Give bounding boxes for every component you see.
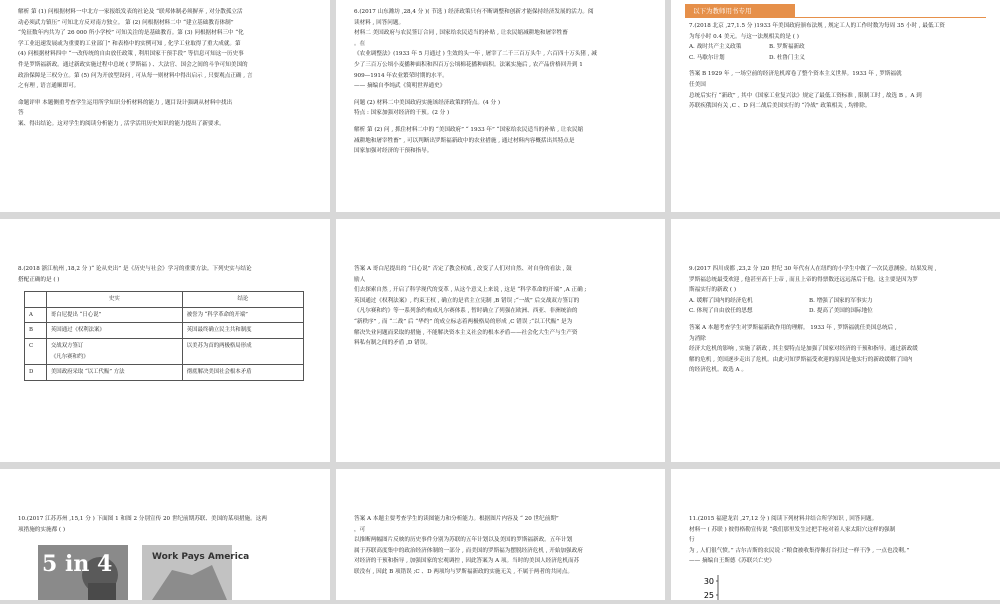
p5-answer-line: 《凡尔赛和约》等一系列条约构成凡尔赛体系 , 暂时确立了列强在欧洲、西亚、非洲统治的 xyxy=(354,308,578,315)
p5-answer-line: 英国通过《权利法案》, 约束王权 , 确立的是君主立宪制 ,B 错误 ;“一战” 后交战双方签订的 xyxy=(354,297,580,304)
p5-answer-line: 解决失业问题而采取的措施 , 不能解决资本主义社会的根本矛盾——社会化大生产与生产资 xyxy=(354,329,578,336)
table-header-cell xyxy=(25,292,47,308)
p1-analysis-line: 件是罗斯福新政。通过新政实施过程中总统 ( 罗斯福 ) 、大法官、国会之间的斗争可知美国的 xyxy=(18,61,248,68)
table-cell: D xyxy=(25,365,47,381)
p6-answer-line: 解的危机 , 美国逐步走出了危机。由此可知罗斯福受欢迎的原因是他实行的新政缓解了国内 xyxy=(689,356,913,363)
p2-material-line: —— 摘编自李纯武《简明世界通史》 xyxy=(354,83,446,90)
p8-answer-line: 属于苏联高度集中的政治经济体制的一部分 , 而美国的罗斯福为摆脱经济危机 , 开始加强政府 xyxy=(354,547,583,554)
p1-review-line: 命题评审 本题侧重考查学生运用所学知识分析材料的能力 , 题目设计强调从材料中找出 xyxy=(18,99,233,106)
page-4 xyxy=(0,219,330,462)
y-tick-label: 25 xyxy=(703,591,714,600)
p8-answer-line: 联没有 , 因此 B 项错误 ;C 、D 两项均与罗斯福新政的实施无关 , 不属于两者的共同点。 xyxy=(354,568,573,575)
p2-question-line: 问题 (2) 材料二中美国政府实施该经济政策的特点。(4 分 ) xyxy=(354,99,501,106)
table-cell: 美国政府采取 “以工代赈” 方法 xyxy=(46,365,182,381)
p3-answer-line: 答案 B 1929 年 , 一场空前的经济危机席卷了整个资本主义世界。1933 年 , 罗斯福就 xyxy=(689,71,902,78)
p6-answer-line: 为消除 xyxy=(689,335,706,342)
p6-answer-line: 答案 A 本题考查学生对罗斯福新政作用的理解。 1933 年 , 罗斯福就任美国总统后 , xyxy=(689,324,897,331)
table-row xyxy=(25,323,304,339)
p2-analysis-line: 减耕地和屠宰牲畜” , 可以判断出罗斯福新政中的农业措施 , 通过材料内容概括出其特点是 xyxy=(354,137,575,144)
american-wpa-poster xyxy=(142,545,250,600)
page-2 xyxy=(336,0,665,212)
p1-analysis-line: 解析 第 (1) 问根据材料一中北方一家报纸发表的社论及 “联邦体制必须摒弃 , 对分散孤立活 xyxy=(18,9,243,15)
table-header-cell: 结论 xyxy=(182,292,303,308)
p9-material-line: 为 , 人们很气愤。” 古尔吉斯的农民说 :“粮食被收集得像打谷打过一样干净 , 一点也没剩。” xyxy=(689,547,910,554)
p2-material-line: 《农业调整法》(1933 年 5 月通过 ) 生效的头一年 , 屠宰了二千三百万头牛 , 六百四十万头猪 , 减 xyxy=(354,51,597,58)
p8-answer-line: 对经济的干预和指导 , 加强国家的宏观调控 , 因此答案为 A 项。当时的美国人经济危机而苏 xyxy=(354,558,580,565)
p2-material-line: 。在 xyxy=(354,40,366,47)
p9-material-line: 材料一 ( 苏联 ) 彼得格勒宣传说 “我们那里发生过把手枪对着人家太阳穴这样的强制 xyxy=(689,526,896,533)
table-header-cell: 史实 xyxy=(46,292,182,308)
p3-option-line: B. 罗斯福新政 xyxy=(769,44,805,51)
poster-2-text: Work Pays America xyxy=(152,552,250,562)
p9-material-line: —— 摘编自王斯德《苏联兴亡史》 xyxy=(689,558,775,565)
table-cell: 被誉为 “科学革命的开端” xyxy=(182,307,303,323)
p6-question-line: 9.(2017 四川成都 ,23,2 分 )20 世纪 30 年代有人在纽约的小学生中做了一次民意测验。结果发现 , xyxy=(689,266,937,272)
p1-analysis-line: 学工业迅速发展或为重要的工业部门” 和表格中的实例可知 , 化学工业取得了重大成就。第 xyxy=(18,40,241,47)
p4-question-line: 搭配正确的是 ( ) xyxy=(18,276,60,283)
p6-answer-line: 经济大危机的影响 , 实施了新政 , 其主要特点是加强了国家对经济的干预和指导。通过新政缓 xyxy=(689,346,918,353)
y-tick-label: 30 xyxy=(703,577,714,586)
table-cell: A xyxy=(25,307,47,323)
soviet-five-year-plan-poster xyxy=(38,545,128,600)
question-8-table xyxy=(24,291,304,381)
table-row xyxy=(25,338,304,364)
page-3 xyxy=(671,0,1000,212)
p3-question-line: 为每小时 0.4 美元。与这一法规相关的是 ( ) xyxy=(689,33,799,40)
p3-question-line: 7.(2018 北京 ,27,1.5 分 )1933 年美国政府颁布法规 , 规定工人的工作时数为每周 35 小时 , 最低工资 xyxy=(689,23,945,29)
p3-answer-line: 任美国 xyxy=(689,81,706,88)
page-6 xyxy=(671,219,1000,462)
p2-material-line: 6.(2017 山东潍坊 ,28,4 分 )( 节选 ) 经济政策只有不断调整和创新才能保持经济发展的活力。阅 xyxy=(354,9,594,15)
p5-answer-line: “新秩序” , 而 “二战” 后 “华约” 的成立标志着两极格局的形成 ,C 错误 ;“以工代赈” 是为 xyxy=(354,318,573,325)
table-cell: 哥白尼提出 “日心说” xyxy=(46,307,182,323)
teacher-only-banner: 以下为教师用书专用 xyxy=(685,4,795,18)
p9-material-line: 行 xyxy=(689,537,695,544)
p3-option-line: A. 战时共产主义政策 xyxy=(689,44,742,51)
p7-question-line: 10.(2017 江苏苏州 ,15,1 分 ) 下面图 1 和图 2 分别宣传 20 世纪前期苏联、美国的某项措施。这两 xyxy=(18,516,267,522)
p1-analysis-line: (4) 问根据材料四中 “一改传统的自由放任政策 , 利用国家干预手段” 等信息可知这一历史事 xyxy=(18,51,244,58)
banner-divider xyxy=(685,17,986,18)
p6-option-line: D. 提高了美国的国际地位 xyxy=(809,308,873,315)
table-row xyxy=(25,365,304,381)
p8-answer-line: 以推断两幅图片反映的历史事件分别为苏联的五年计划以及美国的罗斯福新政。五年计划 xyxy=(354,537,573,544)
p6-answer-line: 的经济危机。故选 A 。 xyxy=(689,367,747,374)
material-chart xyxy=(690,575,810,600)
page-5 xyxy=(336,219,665,462)
p2-analysis-line: 解析 第 (2) 问 , 抓住材料二中的 “美国政府” “ 1933 年” “国家给农民适当的补贴 , 让农民缩 xyxy=(354,126,584,133)
p2-analysis-line: 国家加强对经济的干预和指导。 xyxy=(354,148,433,155)
p3-option-line: C. 马歇尔计划 xyxy=(689,54,725,61)
p1-review-line: 案、得出结论。这对学生的阅读分析能力 , 活学活用历史知识的能力提出了新要求。 xyxy=(18,120,225,127)
p2-material-line: 少了三百万公顷小麦播种面积和四百万公顷棉花播种面积。法案实施后 , 农产品价格回升到 1 xyxy=(354,61,583,68)
p6-option-line: C. 体现了自由放任的思想 xyxy=(689,308,753,315)
p3-answer-line: 总统后实行 “新政” , 其中《国家工业复兴法》规定了最低工资标准 , 限制工时 , 故选 B 。A 到 xyxy=(689,92,922,99)
p2-material-line: 909—1914 年农业繁荣时期的水平。 xyxy=(354,72,448,79)
p9-material-line: 11.(2015 福建龙岩 ,27,12 分 ) 阅读下列材料并结合所学知识 , 回答问题。 xyxy=(689,516,878,522)
p1-analysis-line: 政治保障是三权分立。第 (5) 问为开放型设问 , 可从每一则材料中得出启示 , 只要观点正确 , 言 xyxy=(18,72,253,79)
p2-material-line: 读材料 , 回答问题。 xyxy=(354,19,405,26)
p6-option-line: A. 缓解了国内的经济危机 xyxy=(689,297,753,304)
p1-analysis-line: 动必须武力镇压” 可知北方反对南方独立。 第 (2) 问根据材料二中 “建立基础教育体制” xyxy=(18,19,234,26)
p5-answer-line: 们去探索自然 , 开启了科学现代的变革 , 从这个意义上来说 , 这是 “科学革命的开端” ,A 正确 ; xyxy=(354,287,587,294)
p6-question-line: 斯福实行的新政 ( ) xyxy=(689,287,737,294)
table-cell: 交战双方签订 《凡尔赛和约》 xyxy=(46,338,182,364)
p4-question-line: 8.(2018 浙江杭州 ,18,2 分 )“ 论从史出” 是《历史与社会》学习的重要方法。下列史实与结论 xyxy=(18,266,252,272)
poster-1-text: 5 in 4 xyxy=(42,551,113,577)
table-cell: 英国通过《权利法案》 xyxy=(46,323,182,339)
table-row xyxy=(25,307,304,323)
p3-option-line: D. 杜鲁门主义 xyxy=(769,54,805,61)
p5-answer-line: 答案 A 哥白尼提出的 “日心说” 否定了教会权威 , 改变了人们对自然、对自身的看法 , 鼓 xyxy=(354,266,572,272)
table-cell: B xyxy=(25,323,47,339)
p7-question-line: 项措施的实施都 ( ) xyxy=(18,526,66,533)
table-cell: 彻底解决美国社会根本矛盾 xyxy=(182,365,303,381)
p8-answer-line: ，可 xyxy=(354,526,366,533)
p2-material-line: 材料二 美国政府与农民签订合同 , 国家给农民适当的补贴 , 让农民缩减耕地和屠宰牲畜 xyxy=(354,30,568,37)
page-8 xyxy=(336,469,665,600)
p1-analysis-line: “免征数年内共为了 26 000 所小学校” 可知关注的是基础教育。第 (3) 问根据材料三中 “化 xyxy=(18,30,244,37)
table-cell: 英国最终确立民主共和制度 xyxy=(182,323,303,339)
p6-question-line: 罗斯福总统最受欢迎 , 他甚至高于上帝 , 而且上帝的得票数还远远落后于他。这主要是因为罗 xyxy=(689,276,918,283)
p8-answer-line: 答案 A 本题主要考查学生的读图能力和分析能力。根据图片内容及 “ 20 世纪前期” xyxy=(354,516,559,522)
p3-answer-line: 苏联疾俄国有关 ,C 、D 问二战后美国实行的 “冷战” 政策相关 , 均排除。 xyxy=(689,103,871,110)
p2-question-line: 特点 : 国家加强对经济的干预。(2 分 ) xyxy=(354,110,450,117)
table-cell: C xyxy=(25,338,47,364)
p5-answer-line: 励人 xyxy=(354,276,366,283)
p5-answer-line: 料私有制之间的矛盾 ,D 错误。 xyxy=(354,340,431,347)
table-cell: 以美苏为首的两极格局形成 xyxy=(182,338,303,364)
p1-analysis-line: 之有理 , 语言通顺即可。 xyxy=(18,83,80,90)
p1-review-line: 答 xyxy=(18,110,24,117)
page-1 xyxy=(0,0,330,212)
p6-option-line: B. 增强了国家的军事实力 xyxy=(809,297,873,304)
